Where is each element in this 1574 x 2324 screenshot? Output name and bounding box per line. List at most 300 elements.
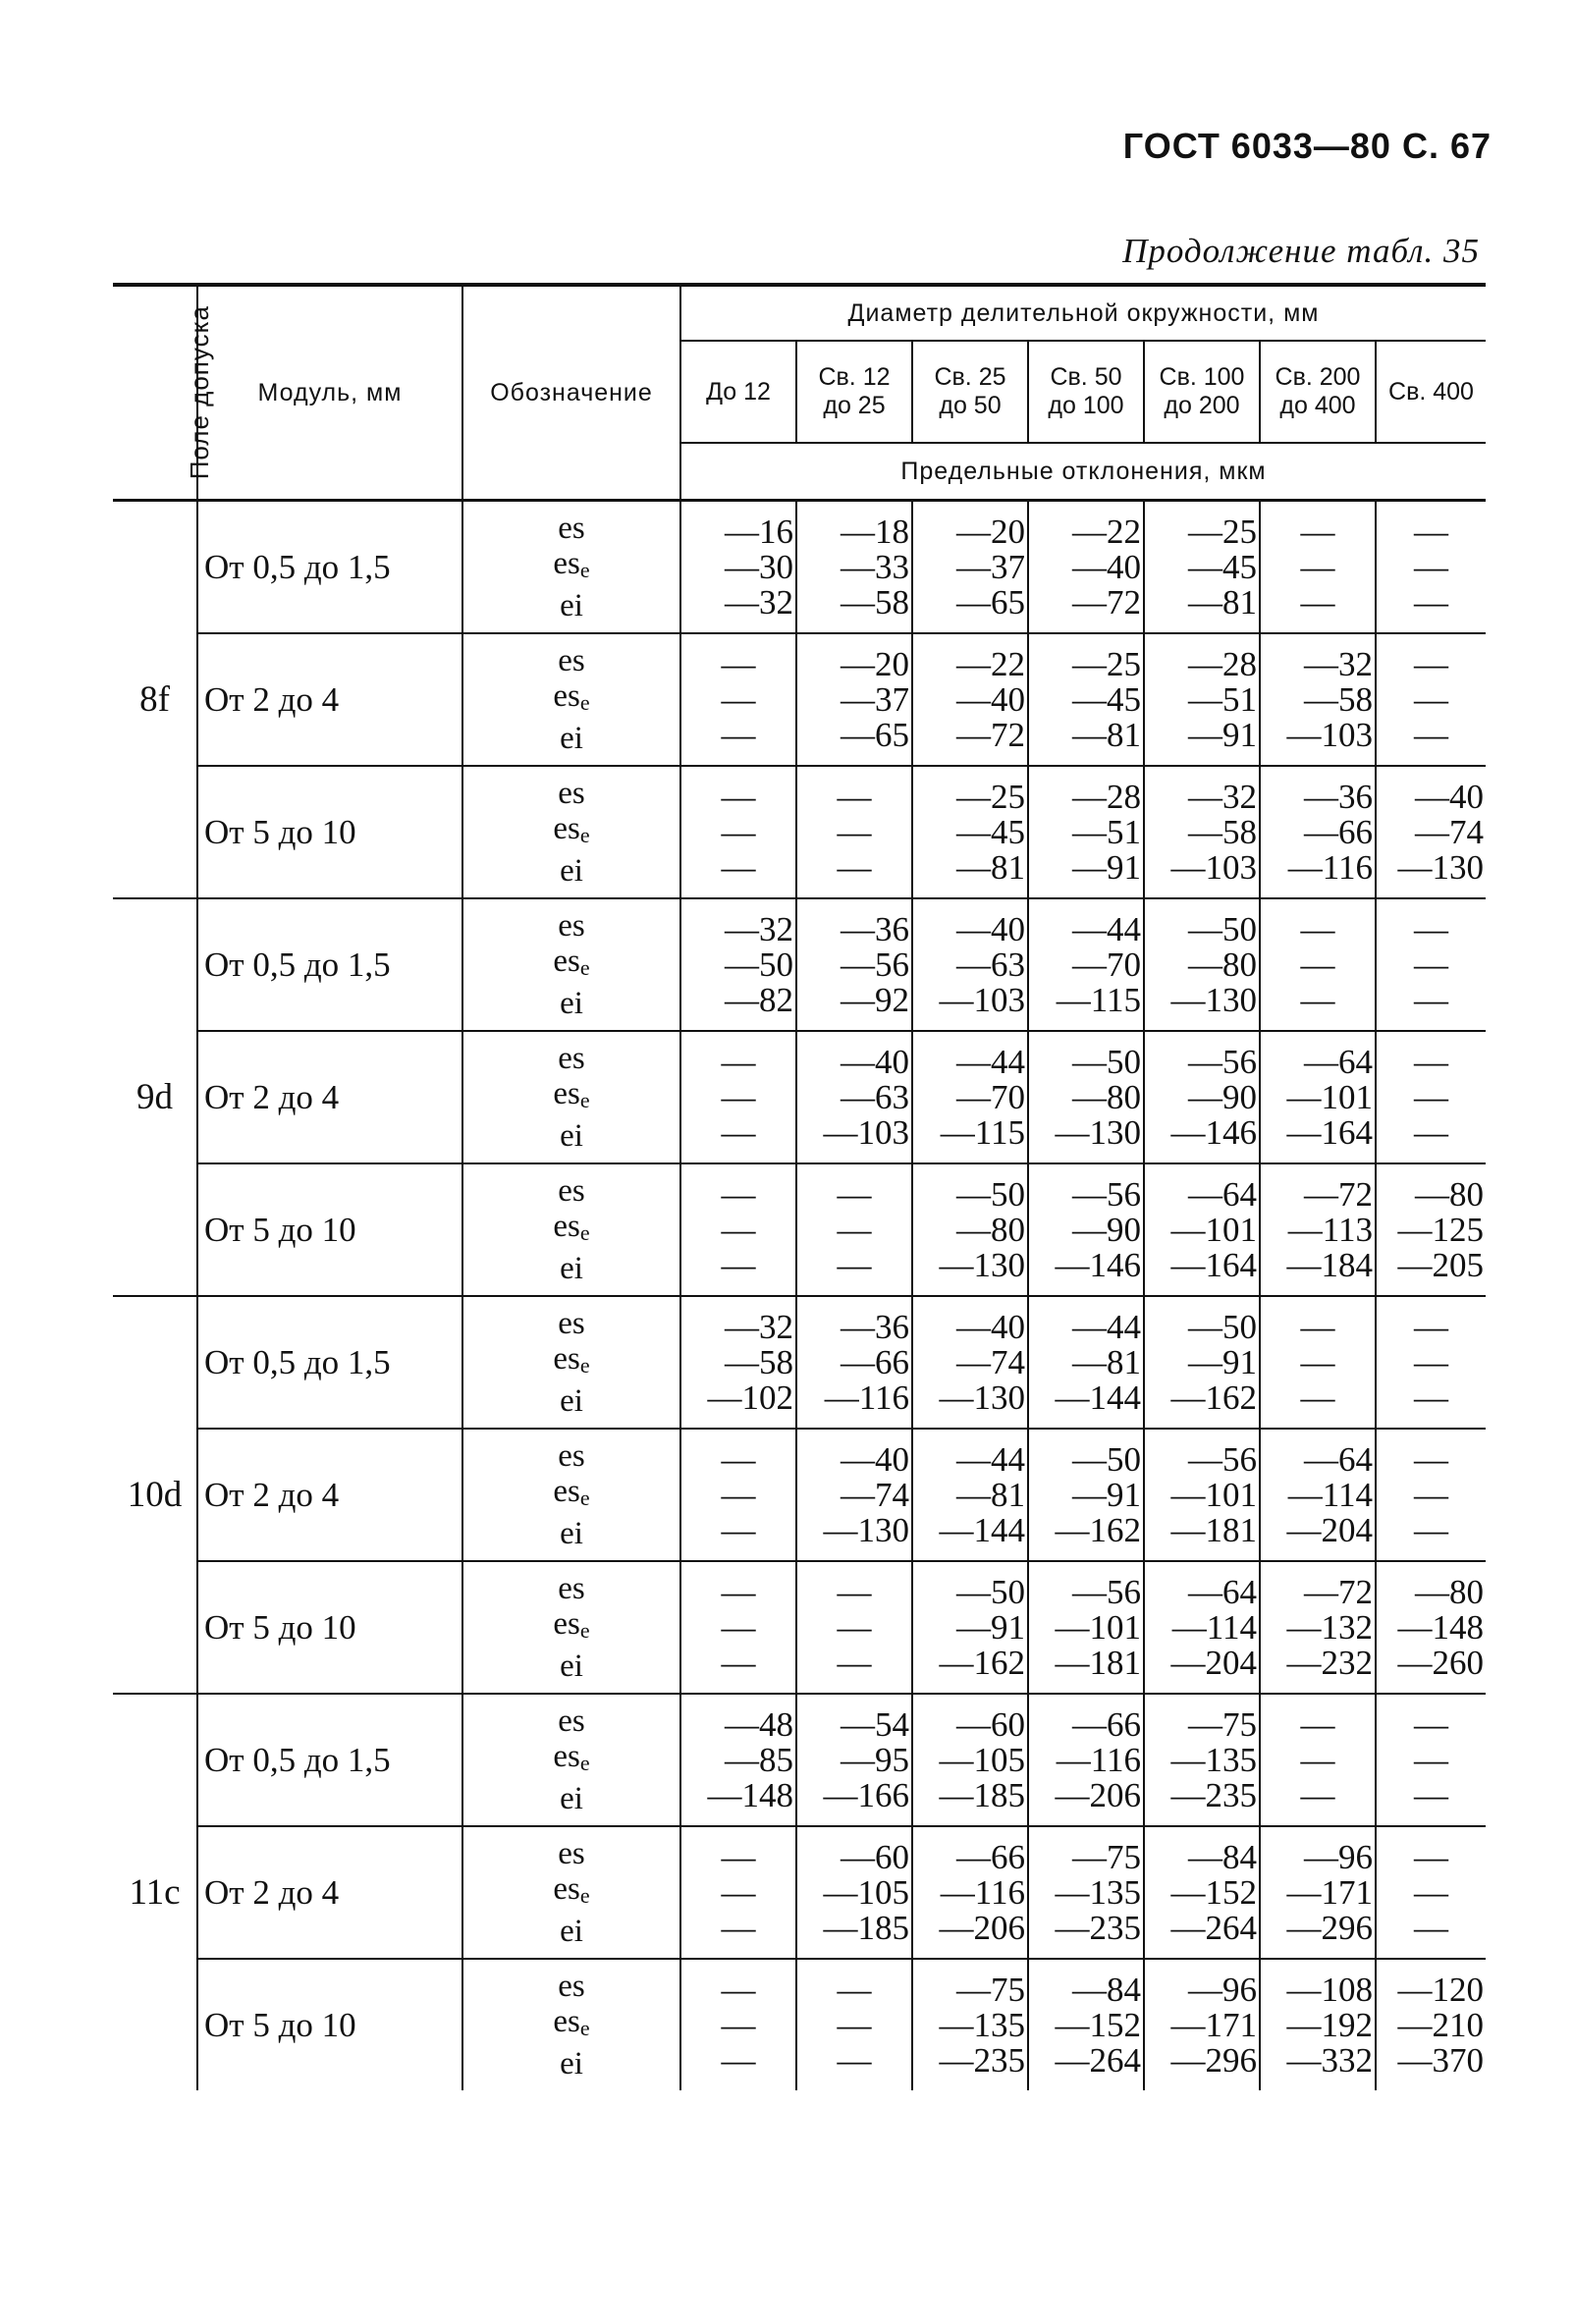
diameter-column-header xyxy=(1376,341,1486,443)
table-row xyxy=(113,1561,1486,1694)
deviation-value: —60 xyxy=(956,1704,1025,1744)
deviation-value: —206 xyxy=(1055,1775,1141,1814)
diameter-header: Диаметр делительной окружности, мм xyxy=(680,285,1486,341)
diameter-column-line: до 50 xyxy=(939,392,1002,419)
deviation-value: —135 xyxy=(939,2005,1025,2044)
designation-header: Обозначение xyxy=(462,285,680,501)
deviation-value: — xyxy=(721,1643,756,1682)
diameter-column-header xyxy=(1028,341,1144,443)
deviation-value: —164 xyxy=(1286,1112,1373,1152)
deviation-value: —162 xyxy=(939,1643,1025,1682)
designation-cell xyxy=(462,1031,680,1163)
deviation-value: —51 xyxy=(1188,679,1257,719)
deviation-value: — xyxy=(1414,1077,1448,1116)
deviation-value: —116 xyxy=(940,1872,1025,1912)
deviation-value: —85 xyxy=(725,1740,793,1779)
designation-label xyxy=(463,2046,679,2081)
deviation-value: —28 xyxy=(1072,777,1141,816)
deviation-value: —45 xyxy=(1188,547,1257,586)
deviation-value: — xyxy=(1414,547,1448,586)
deviation-value: — xyxy=(837,1643,872,1682)
deviation-value: — xyxy=(721,1112,756,1152)
deviation-value: —75 xyxy=(1188,1704,1257,1744)
deviation-value: — xyxy=(721,1210,756,1249)
deviation-cell xyxy=(912,1429,1028,1561)
deviation-value: — xyxy=(721,1077,756,1116)
designation-label xyxy=(463,1871,679,1914)
deviation-value: — xyxy=(1300,582,1335,622)
deviation-value: —56 xyxy=(1188,1439,1257,1479)
deviation-value: —33 xyxy=(841,547,909,586)
designation-text: es xyxy=(558,1969,585,2004)
deviation-value: —65 xyxy=(956,582,1025,622)
deviation-cell xyxy=(796,898,912,1031)
designation-label xyxy=(463,1739,679,1781)
deviation-value: — xyxy=(1414,679,1448,719)
tolerance-field-cell: 11c xyxy=(129,1871,181,1913)
deviation-cell xyxy=(1260,1959,1376,2090)
deviation-value: —130 xyxy=(1397,847,1484,887)
deviation-cell xyxy=(1260,1429,1376,1561)
deviation-value: — xyxy=(1300,1740,1335,1779)
deviation-cell xyxy=(1376,1959,1486,2090)
diameter-column-line: Св. 12 xyxy=(818,363,891,392)
deviation-cell xyxy=(680,1826,796,1959)
deviation-cell xyxy=(680,1296,796,1429)
diameter-column-header xyxy=(912,341,1028,443)
deviation-value: — xyxy=(1414,1112,1448,1152)
diameter-column-line: Св. 50 xyxy=(1050,363,1122,392)
deviation-value: —50 xyxy=(956,1572,1025,1611)
deviation-value: —84 xyxy=(1188,1837,1257,1876)
deviation-cell xyxy=(1144,1163,1260,1296)
designation-cell xyxy=(462,1296,680,1429)
deviation-cell xyxy=(912,1561,1028,1694)
deviation-value: —36 xyxy=(841,1307,909,1346)
designation-subscript: e xyxy=(579,823,590,847)
deviation-cell xyxy=(1376,898,1486,1031)
deviation-value: — xyxy=(1414,715,1448,754)
deviation-value: —103 xyxy=(939,980,1025,1019)
deviation-cell xyxy=(796,1031,912,1163)
designation-text: es xyxy=(553,678,580,714)
designation-label xyxy=(463,1383,679,1419)
deviation-value: —80 xyxy=(1188,945,1257,984)
deviation-value: —32 xyxy=(1304,644,1373,683)
deviation-cell xyxy=(680,1959,796,2090)
diameter-column-line: Св. 25 xyxy=(934,363,1006,392)
deviation-cell xyxy=(1376,1694,1486,1826)
page-header: ГОСТ 6033—80 С. 67 xyxy=(1122,126,1492,166)
deviation-value: —75 xyxy=(1072,1837,1141,1876)
designation-cell xyxy=(462,501,680,634)
deviation-value: — xyxy=(721,715,756,754)
deviation-cell xyxy=(796,1163,912,1296)
deviation-value: —105 xyxy=(823,1872,909,1912)
diameter-column-line: до 25 xyxy=(823,392,886,419)
designation-label xyxy=(463,1173,679,1209)
designation-label xyxy=(463,1648,679,1684)
module-cell: От 2 до 4 xyxy=(197,1031,462,1163)
deviation-value: —181 xyxy=(1055,1643,1141,1682)
table-row xyxy=(113,1826,1486,1959)
deviation-value: —74 xyxy=(1415,812,1484,851)
designation-subscript: e xyxy=(579,1618,590,1643)
designation-label xyxy=(463,1341,679,1383)
designation-text: ei xyxy=(560,1251,583,1286)
deviation-cell xyxy=(912,633,1028,766)
designation-text: es xyxy=(558,643,585,678)
deviation-value: —162 xyxy=(1055,1510,1141,1549)
deviation-cell xyxy=(1144,633,1260,766)
designation-label xyxy=(463,1571,679,1606)
deviation-value: —206 xyxy=(939,1908,1025,1947)
designation-label xyxy=(463,1836,679,1871)
deviation-cell xyxy=(1376,766,1486,898)
deviation-value: —37 xyxy=(841,679,909,719)
designation-subscript: e xyxy=(579,2016,590,2040)
deviation-value: —101 xyxy=(1170,1210,1257,1249)
designation-cell xyxy=(462,1561,680,1694)
deviation-value: — xyxy=(1300,909,1335,948)
deviation-value: —25 xyxy=(1072,644,1141,683)
deviation-value: —84 xyxy=(1072,1970,1141,2009)
deviation-cell xyxy=(1144,898,1260,1031)
deviation-cell xyxy=(1028,1959,1144,2090)
deviation-cell xyxy=(1028,1031,1144,1163)
designation-label xyxy=(463,1914,679,1949)
designation-label xyxy=(463,1703,679,1739)
deviation-value: —296 xyxy=(1286,1908,1373,1947)
deviation-value: —66 xyxy=(841,1342,909,1381)
deviation-value: —96 xyxy=(1188,1970,1257,2009)
deviation-value: —91 xyxy=(1072,847,1141,887)
designation-cell xyxy=(462,1694,680,1826)
deviation-value: —166 xyxy=(823,1775,909,1814)
deviation-cell xyxy=(680,1031,796,1163)
designation-label xyxy=(463,908,679,944)
deviation-value: —171 xyxy=(1170,2005,1257,2044)
deviation-cell xyxy=(1376,501,1486,634)
deviation-value: —144 xyxy=(939,1510,1025,1549)
table-caption: Продолжение табл. 35 xyxy=(1122,232,1480,270)
deviation-value: — xyxy=(1414,909,1448,948)
deviation-value: —103 xyxy=(1286,715,1373,754)
deviation-value: — xyxy=(721,2005,756,2044)
designation-label xyxy=(463,1306,679,1341)
deviation-cell xyxy=(1376,1826,1486,1959)
deviation-value: — xyxy=(1414,1510,1448,1549)
deviation-value: —48 xyxy=(725,1704,793,1744)
deviation-value: — xyxy=(837,1970,872,2009)
deviation-value: —103 xyxy=(1170,847,1257,887)
deviation-value: —102 xyxy=(707,1378,793,1417)
deviation-value: —40 xyxy=(1072,547,1141,586)
deviation-value: —64 xyxy=(1304,1439,1373,1479)
deviation-value: —148 xyxy=(707,1775,793,1814)
deviation-value: —40 xyxy=(841,1042,909,1081)
deviation-value: — xyxy=(1414,1342,1448,1381)
deviation-value: — xyxy=(1414,1475,1448,1514)
deviation-value: —18 xyxy=(841,512,909,551)
deviation-value: —40 xyxy=(841,1439,909,1479)
deviation-value: —28 xyxy=(1188,644,1257,683)
deviation-value: —20 xyxy=(841,644,909,683)
deviation-value: — xyxy=(721,1475,756,1514)
deviation-cell xyxy=(1260,1163,1376,1296)
designation-text: ei xyxy=(560,1516,583,1551)
tolerance-field-header xyxy=(113,285,214,501)
designation-text: es xyxy=(558,1438,585,1474)
deviation-value: —44 xyxy=(1072,1307,1141,1346)
designation-cell xyxy=(462,1826,680,1959)
deviation-value: —81 xyxy=(1072,1342,1141,1381)
designation-text: es xyxy=(553,811,580,846)
designation-label xyxy=(463,2004,679,2046)
designation-text: ei xyxy=(560,588,583,623)
deviation-value: — xyxy=(721,1439,756,1479)
designation-text: es xyxy=(553,1341,580,1377)
designation-subscript: e xyxy=(579,1220,590,1245)
deviation-cell xyxy=(680,1163,796,1296)
diameter-column-line: до 100 xyxy=(1048,392,1124,419)
module-cell: От 2 до 4 xyxy=(197,1429,462,1561)
designation-text: es xyxy=(553,1606,580,1642)
designation-text: es xyxy=(553,2004,580,2039)
designation-subscript: e xyxy=(579,558,590,582)
designation-text: es xyxy=(558,908,585,944)
deviation-value: —22 xyxy=(956,644,1025,683)
designation-label xyxy=(463,721,679,756)
deviation-cell xyxy=(1028,898,1144,1031)
deviation-value: —63 xyxy=(956,945,1025,984)
deviation-value: — xyxy=(1414,1042,1448,1081)
deviation-value: —32 xyxy=(725,582,793,622)
designation-label xyxy=(463,1474,679,1516)
deviation-value: —50 xyxy=(1188,909,1257,948)
designation-label xyxy=(463,1251,679,1286)
deviation-value: —40 xyxy=(956,679,1025,719)
deviation-cell xyxy=(1260,1826,1376,1959)
deviation-value: — xyxy=(721,1908,756,1947)
deviation-cell xyxy=(796,1959,912,2090)
module-cell: От 0,5 до 1,5 xyxy=(197,501,462,634)
diameter-column-header xyxy=(1144,341,1260,443)
designation-subscript: e xyxy=(579,1883,590,1908)
deviation-value: —64 xyxy=(1188,1174,1257,1214)
designation-subscript: e xyxy=(579,1353,590,1378)
designation-label xyxy=(463,678,679,721)
deviation-value: —91 xyxy=(956,1607,1025,1647)
deviation-cell xyxy=(680,501,796,634)
designation-text: es xyxy=(553,1739,580,1774)
deviation-header: Предельные отклонения, мкм xyxy=(680,443,1486,501)
diameter-column-header xyxy=(1260,341,1376,443)
deviation-value: —162 xyxy=(1170,1378,1257,1417)
deviation-value: — xyxy=(837,2040,872,2080)
designation-label xyxy=(463,1969,679,2004)
designation-text: es xyxy=(558,776,585,811)
deviation-cell xyxy=(796,501,912,634)
tolerance-field-header-label: Поле допуска xyxy=(184,304,214,479)
table-row xyxy=(113,1031,1486,1163)
deviation-cell xyxy=(1144,1694,1260,1826)
deviation-value: — xyxy=(1414,980,1448,1019)
module-cell: От 5 до 10 xyxy=(197,1959,462,2090)
deviation-value: —204 xyxy=(1286,1510,1373,1549)
deviation-value: —80 xyxy=(1072,1077,1141,1116)
deviation-value: —164 xyxy=(1170,1245,1257,1284)
deviation-value: — xyxy=(837,1210,872,1249)
tolerance-table xyxy=(113,283,1486,2090)
deviation-value: —90 xyxy=(1188,1077,1257,1116)
deviation-cell xyxy=(1144,1296,1260,1429)
module-cell: От 0,5 до 1,5 xyxy=(197,898,462,1031)
designation-text: ei xyxy=(560,1383,583,1419)
deviation-value: —16 xyxy=(725,512,793,551)
deviation-value: —36 xyxy=(841,909,909,948)
deviation-value: —113 xyxy=(1287,1210,1373,1249)
deviation-value: — xyxy=(1414,1378,1448,1417)
diameter-column-line: До 12 xyxy=(706,377,771,405)
designation-label xyxy=(463,546,679,588)
designation-label xyxy=(463,944,679,986)
deviation-value: — xyxy=(837,1245,872,1284)
deviation-value: —70 xyxy=(956,1077,1025,1116)
deviation-value: — xyxy=(837,1174,872,1214)
deviation-value: —125 xyxy=(1397,1210,1484,1249)
diameter-column-header xyxy=(680,341,796,443)
deviation-cell xyxy=(680,1561,796,1694)
deviation-cell xyxy=(1144,1429,1260,1561)
deviation-value: —184 xyxy=(1286,1245,1373,1284)
module-cell: От 2 до 4 xyxy=(197,1826,462,1959)
deviation-value: — xyxy=(1414,1740,1448,1779)
deviation-value: — xyxy=(1414,1307,1448,1346)
deviation-value: — xyxy=(1414,945,1448,984)
designation-text: es xyxy=(558,1173,585,1209)
designation-label xyxy=(463,1076,679,1118)
module-cell: От 0,5 до 1,5 xyxy=(197,1694,462,1826)
deviation-value: — xyxy=(721,847,756,887)
deviation-value: —74 xyxy=(841,1475,909,1514)
deviation-value: —96 xyxy=(1304,1837,1373,1876)
deviation-cell xyxy=(680,1694,796,1826)
deviation-cell xyxy=(912,1959,1028,2090)
deviation-value: —235 xyxy=(939,2040,1025,2080)
deviation-value: —82 xyxy=(725,980,793,1019)
deviation-value: — xyxy=(837,1572,872,1611)
designation-text: es xyxy=(553,546,580,581)
deviation-value: — xyxy=(1414,1872,1448,1912)
diameter-column-line: до 400 xyxy=(1279,392,1356,419)
deviation-value: — xyxy=(1414,1837,1448,1876)
deviation-value: — xyxy=(721,1837,756,1876)
deviation-value: —210 xyxy=(1397,2005,1484,2044)
deviation-cell xyxy=(1028,1694,1144,1826)
deviation-value: —72 xyxy=(1072,582,1141,622)
diameter-column-line: Св. 200 xyxy=(1275,363,1361,392)
deviation-cell xyxy=(1260,633,1376,766)
table-row xyxy=(113,1959,1486,2090)
designation-label xyxy=(463,643,679,678)
deviation-value: —370 xyxy=(1397,2040,1484,2080)
deviation-value: —72 xyxy=(1304,1174,1373,1214)
designation-label xyxy=(463,1438,679,1474)
deviation-value: —235 xyxy=(1170,1775,1257,1814)
deviation-cell xyxy=(1028,633,1144,766)
deviation-value: —60 xyxy=(841,1837,909,1876)
deviation-value: — xyxy=(1300,512,1335,551)
deviation-value: — xyxy=(837,1607,872,1647)
deviation-value: — xyxy=(1414,644,1448,683)
deviation-cell xyxy=(1376,1163,1486,1296)
table-row xyxy=(113,633,1486,766)
deviation-value: — xyxy=(721,644,756,683)
deviation-value: — xyxy=(1300,1307,1335,1346)
deviation-value: —130 xyxy=(1170,980,1257,1019)
designation-text: es xyxy=(558,511,585,546)
deviation-value: — xyxy=(837,2005,872,2044)
designation-text: es xyxy=(553,1076,580,1111)
deviation-value: —90 xyxy=(1072,1210,1141,1249)
deviation-value: —66 xyxy=(1072,1704,1141,1744)
deviation-value: —44 xyxy=(1072,909,1141,948)
designation-text: ei xyxy=(560,1914,583,1949)
deviation-cell xyxy=(1028,501,1144,634)
deviation-cell xyxy=(796,766,912,898)
deviation-cell xyxy=(1260,1561,1376,1694)
deviation-value: —130 xyxy=(939,1245,1025,1284)
deviation-cell xyxy=(1376,1561,1486,1694)
deviation-cell xyxy=(796,1826,912,1959)
deviation-cell xyxy=(1376,633,1486,766)
deviation-cell xyxy=(680,633,796,766)
deviation-value: —146 xyxy=(1055,1245,1141,1284)
deviation-value: —115 xyxy=(1056,980,1141,1019)
designation-subscript: e xyxy=(579,690,590,715)
deviation-value: — xyxy=(721,2040,756,2080)
deviation-value: —36 xyxy=(1304,777,1373,816)
deviation-value: —25 xyxy=(1188,512,1257,551)
deviation-value: —91 xyxy=(1188,1342,1257,1381)
deviation-value: —64 xyxy=(1304,1042,1373,1081)
deviation-value: — xyxy=(721,812,756,851)
deviation-value: —171 xyxy=(1286,1872,1373,1912)
designation-label xyxy=(463,1041,679,1076)
deviation-cell xyxy=(1028,1163,1144,1296)
deviation-cell xyxy=(796,1694,912,1826)
designation-text: es xyxy=(553,1209,580,1244)
deviation-value: —296 xyxy=(1170,2040,1257,2080)
deviation-value: —103 xyxy=(823,1112,909,1152)
deviation-cell xyxy=(1028,1561,1144,1694)
diameter-column-line: Св. 400 xyxy=(1388,377,1474,405)
deviation-cell xyxy=(1144,766,1260,898)
deviation-value: — xyxy=(1414,1775,1448,1814)
deviation-value: —116 xyxy=(1287,847,1373,887)
deviation-value: —95 xyxy=(841,1740,909,1779)
designation-label xyxy=(463,588,679,623)
deviation-value: —101 xyxy=(1170,1475,1257,1514)
deviation-value: —148 xyxy=(1397,1607,1484,1647)
designation-text: es xyxy=(553,1474,580,1509)
deviation-value: — xyxy=(721,1042,756,1081)
deviation-value: —45 xyxy=(956,812,1025,851)
designation-subscript: e xyxy=(579,1751,590,1775)
module-header: Модуль, мм xyxy=(197,285,462,501)
deviation-value: —75 xyxy=(956,1970,1025,2009)
